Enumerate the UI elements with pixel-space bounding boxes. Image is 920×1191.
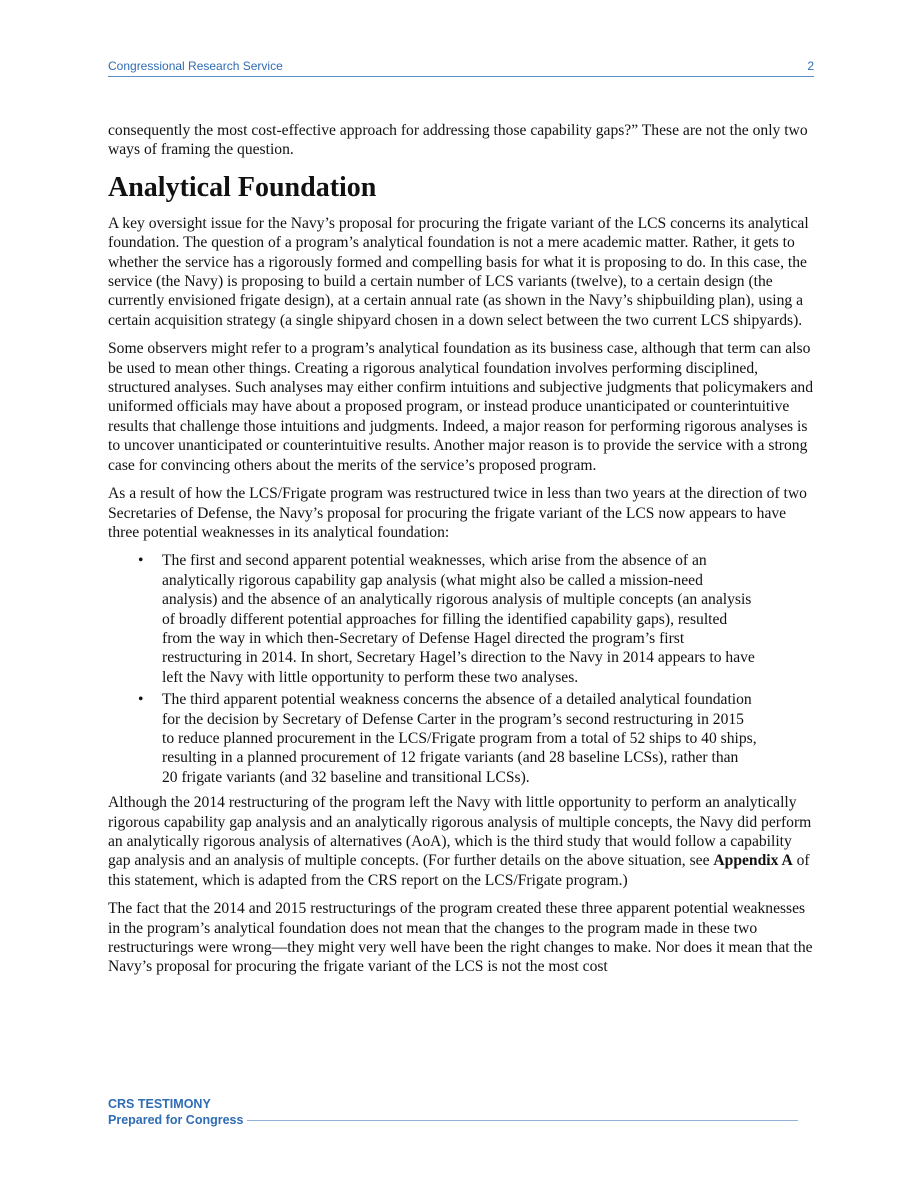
bullet-icon: • <box>138 691 144 709</box>
footer-divider <box>247 1120 798 1121</box>
section-title: Analytical Foundation <box>108 171 377 203</box>
appendix-reference: Appendix A <box>713 852 793 870</box>
list-item <box>108 690 757 787</box>
paragraph-4 <box>108 793 814 890</box>
list-item-text: The first and second apparent potential weaknesses, which arise from the absence of an analytically rigorous capability gap analysis (what might also be called a mission-need analysis) and the absence of an analytically rigorous analysis of multiple concepts (an analysis of broadly different potential approaches for filling the identified capability gaps), resulted from the way in which then-Secretary of Defense Hagel directed the program’s first restructuring in 2014. In short, Secretary Hagel’s direction to the Navy in 2014 appears to have left the Navy with little opportunity to perform these two analyses. <box>162 552 755 686</box>
list-item-text: The third apparent potential weakness concerns the absence of a detailed analytical foundation for the decision by Secretary of Defense Carter in the program’s second restructuring in 2015 to reduce planned procurement in the LCS/Frigate program from a total of 52 ships to 40 ships, resulting in a planned procurement of 12 frigate variants (and 28 baseline LCSs), rather than 20 frigate variants (and 32 baseline and transitional LCSs). <box>162 691 757 786</box>
paragraph-1: A key oversight issue for the Navy’s proposal for procuring the frigate variant of the LCS concerns its analytical foundation. The question of a program’s analytical foundation is not a mere academic matter. Rather, it gets to whether the service has a rigorously formed and compelling basis for what it is proposing to do. In this case, the service (the Navy) is proposing to build a certain number of LCS variants (twelve), to a certain design (the currently envisioned frigate design), at a certain annual rate (as shown in the Navy’s shipbuilding plan), using a certain acquisition strategy (a single shipyard chosen in a down select between the two current LCS shipyards). <box>108 214 809 329</box>
paragraph-4-text-a: Although the 2014 restructuring of the program left the Navy with little opportunity to perform an analytically rigorous capability gap analysis and an analytically rigorous analysis of multiple concepts, the Navy did perform an analytically rigorous analysis of alternatives (AoA), which is the third study that would follow a capability gap analysis and an analysis of multiple concepts. (For further details on the above situation, see <box>108 794 812 870</box>
page-footer <box>108 1096 798 1128</box>
header-source: Congressional Research Service <box>108 59 283 73</box>
paragraph-4-text-b: of this statement, which is adapted from the CRS report on the LCS/Frigate program.) <box>108 852 810 889</box>
bullet-icon: • <box>138 552 144 570</box>
footer-line-2: Prepared for Congress <box>108 1113 244 1127</box>
document-body <box>108 121 814 986</box>
list-item <box>108 551 757 687</box>
page-number: 2 <box>807 59 814 73</box>
paragraph-5: The fact that the 2014 and 2015 restructurings of the program created these three apparent potential weaknesses in the program’s analytical foundation does not mean that the changes to the program made in these two restructurings were wrong—they might very well have been the right changes to make. Nor does it mean that the Navy’s proposal for procuring the frigate variant of the LCS is not the most cost <box>108 900 813 976</box>
intro-paragraph: consequently the most cost-effective approach for addressing those capability gaps?” These are not the only two ways of framing the question. <box>108 122 808 159</box>
footer-line-2-row <box>108 1112 798 1128</box>
footer-line-1: CRS TESTIMONY <box>108 1097 211 1111</box>
paragraph-2: Some observers might refer to a program’s analytical foundation as its business case, although that term can also be used to mean other things. Creating a rigorous analytical foundation involves performing disciplined, structured analyses. Such analyses may either confirm intuitions and subjective judgments that policymakers and uniformed officials may have about a proposed program, or instead produce unanticipated or counterintuitive results that challenge those intuitions and judgments. Indeed, a major reason for performing rigorous analyses is to uncover unanticipated or counterintuitive results. Another major reason is to provide the service with a strong case for convincing others about the merits of the service’s proposed program. <box>108 340 814 474</box>
paragraph-3: As a result of how the LCS/Frigate program was restructured twice in less than two years at the direction of two Secretaries of Defense, the Navy’s proposal for procuring the frigate variant of the LCS now appears to have three potential weaknesses in its analytical foundation: <box>108 485 807 541</box>
page-header <box>108 58 814 77</box>
weakness-list <box>108 551 814 787</box>
